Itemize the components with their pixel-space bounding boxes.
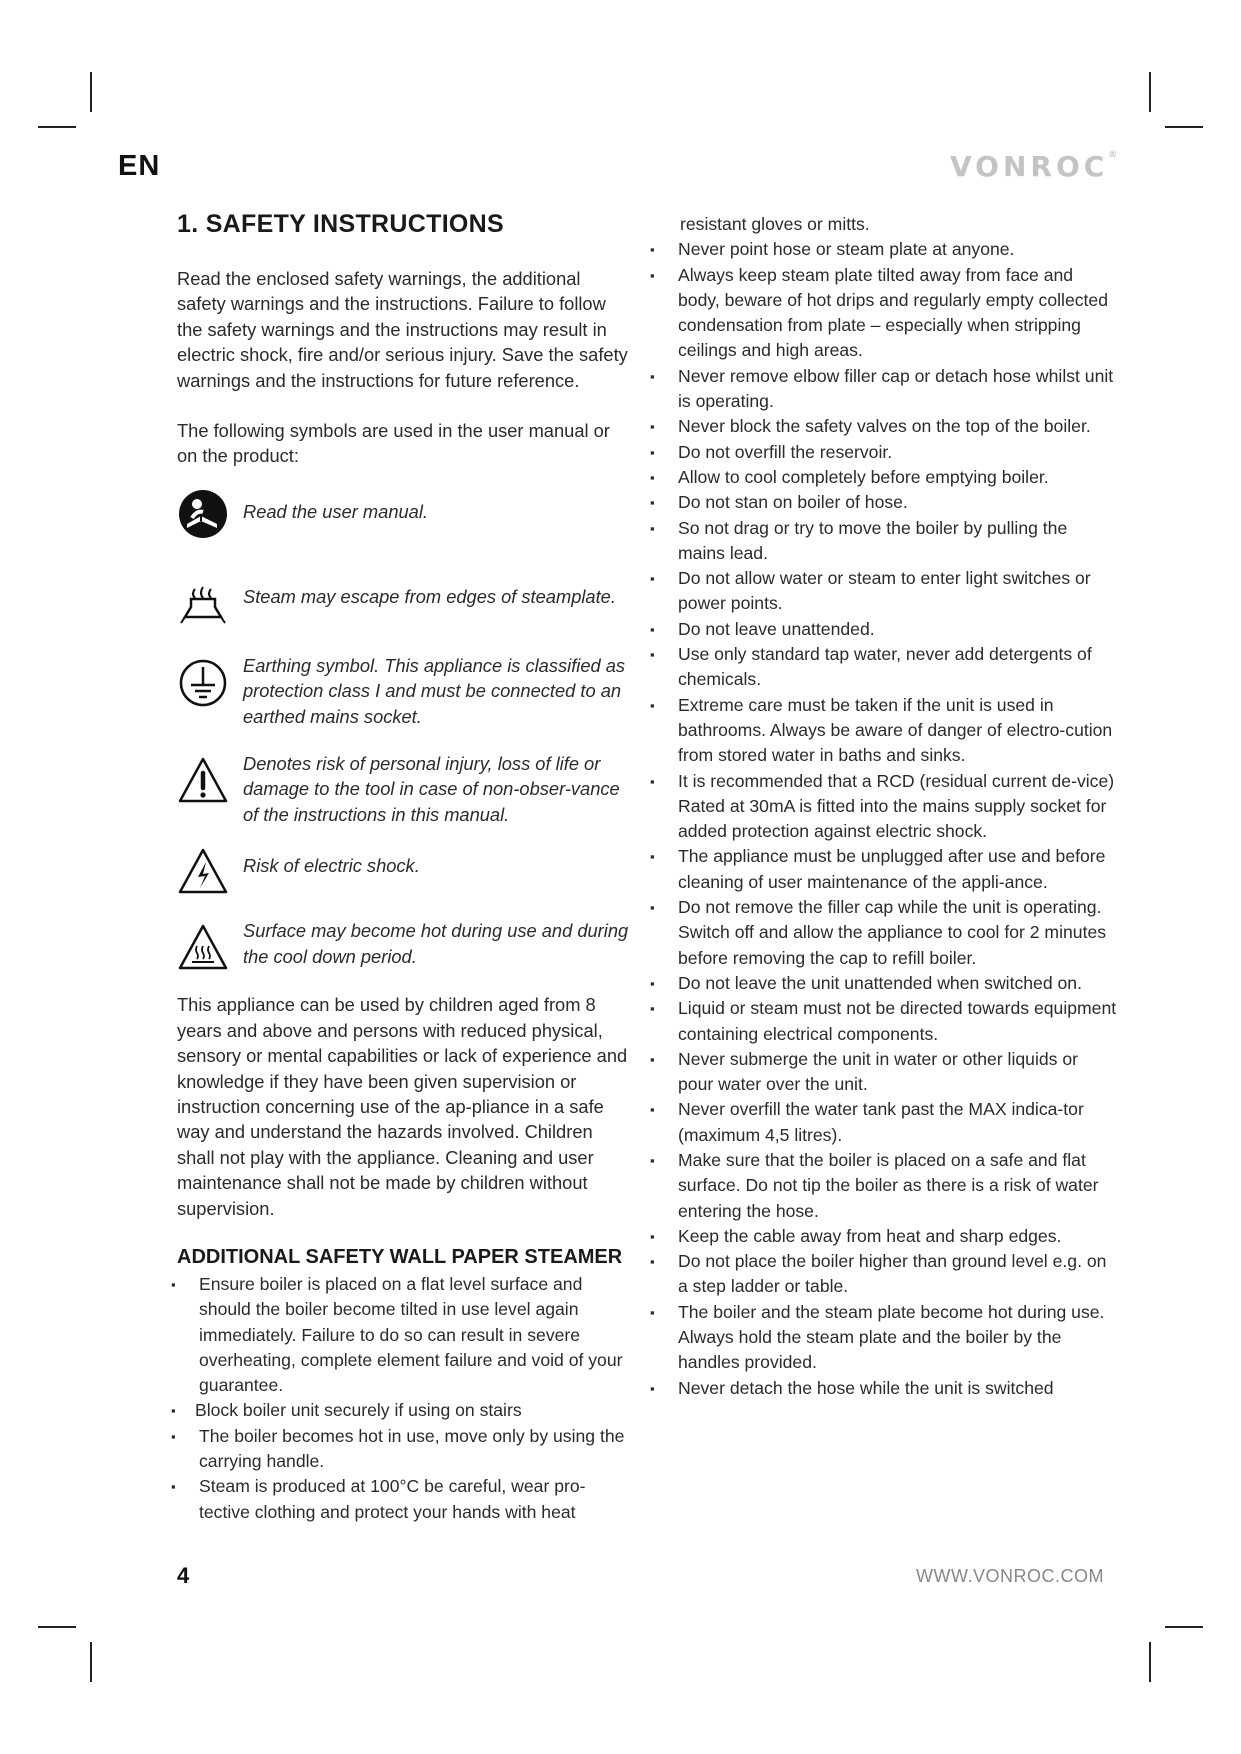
list-item: ▪ Never submerge the unit in water or other liquids or pour water over the unit. xyxy=(648,1047,1118,1098)
list-item: ▪ Keep the cable away from heat and sharp edges. xyxy=(648,1224,1118,1249)
symbol-row xyxy=(177,491,632,540)
list-item: ▪ Do not remove the filler cap while the unit is operating. Switch off and allow the appliance to cool for 2 minutes before removing the cap to refill boiler. xyxy=(648,895,1118,971)
list-item: ▪ Liquid or steam must not be directed towards equipment containing electrical components. xyxy=(648,996,1118,1047)
list-item: ▪ Never detach the hose while the unit is switched xyxy=(648,1376,1118,1401)
symbol-row xyxy=(177,918,632,974)
list-item: ▪ The boiler becomes hot in use, move only by using the carrying handle. xyxy=(169,1424,632,1475)
electric-shock-icon xyxy=(177,846,229,898)
symbol-text: Risk of electric shock. xyxy=(243,855,420,877)
list-item: ▪ The appliance must be unplugged after use and before cleaning of user maintenance of the appli-ance. xyxy=(648,844,1118,895)
brand-logo: VONROC® xyxy=(950,150,1118,183)
list-item: ▪ Never point hose or steam plate at anyone. xyxy=(648,237,1118,262)
symbol-row xyxy=(177,584,632,633)
language-code: EN xyxy=(118,150,161,182)
subheading: ADDITIONAL SAFETY WALL PAPER STEAMER xyxy=(177,1245,623,1268)
steam-escape-icon xyxy=(177,581,229,633)
section-title: 1. SAFETY INSTRUCTIONS xyxy=(177,210,505,238)
list-item: ▪ Do not leave unattended. xyxy=(648,617,1118,642)
intro-paragraph: Read the enclosed safety warnings, the additional safety warnings and the instructions. Failure to follow the safety warnings and the instructions may result in electric shock, fire and/or serious injury. Save the safety warnings and the instructions for future reference. xyxy=(177,268,628,391)
crop-mark xyxy=(1165,126,1203,128)
crop-mark xyxy=(1149,1642,1151,1682)
list-item: ▪ Never remove elbow filler cap or detach hose whilst unit is operating. xyxy=(648,364,1118,415)
symbol-text: Read the user manual. xyxy=(243,500,428,522)
crop-mark xyxy=(1165,1626,1203,1628)
list-item: ▪ Do not leave the unit unattended when switched on. xyxy=(648,971,1118,996)
list-item: ▪ Do not overfill the reservoir. xyxy=(648,440,1118,465)
crop-mark xyxy=(90,72,92,112)
list-item: ▪ Make sure that the boiler is placed on a safe and flat surface. Do not tip the boiler as there is a risk of water entering the hose. xyxy=(648,1148,1118,1224)
list-item: ▪ Never overfill the water tank past the MAX indica-tor (maximum 4,5 litres). xyxy=(648,1097,1118,1148)
page-number: 4 xyxy=(177,1563,190,1588)
symbol-text: Steam may escape from edges of steamplate. xyxy=(243,585,616,607)
symbol-row xyxy=(177,849,632,898)
list-item: ▪ Steam is produced at 100°C be careful, wear pro-tective clothing and protect your hands with heat xyxy=(169,1474,632,1525)
earthing-icon xyxy=(177,657,229,709)
crop-mark xyxy=(38,126,76,128)
crop-mark xyxy=(1149,72,1151,112)
bullet-list xyxy=(169,1272,632,1525)
children-paragraph: This appliance can be used by children aged from 8 years and above and persons with reduced physical, sensory or mental capabilities or lack of experience and knowledge if they have been given supervision or instruction concerning use of the ap-pliance in a safe way and understand the hazards involved. Children shall not play with the appliance. Cleaning and user maintenance shall not be made by children without supervision. xyxy=(177,994,628,1219)
list-item: ▪ So not drag or try to move the boiler by pulling the mains lead. xyxy=(648,516,1118,567)
bullet-list xyxy=(648,237,1118,1401)
list-item: ▪ Ensure boiler is placed on a flat level surface and should the boiler become tilted in use level again immediately. Failure to do so can result in severe overheating, complete element failure and void of your guarantee. xyxy=(169,1272,632,1398)
right-column xyxy=(648,212,1118,1401)
read-manual-icon xyxy=(177,488,229,540)
list-item: ▪ Do not allow water or steam to enter light switches or power points. xyxy=(648,566,1118,617)
list-item: ▪ Block boiler unit securely if using on stairs xyxy=(169,1398,632,1423)
symbols-intro: The following symbols are used in the user manual or on the product: xyxy=(177,420,610,467)
list-item: ▪ Allow to cool completely before emptying boiler. xyxy=(648,465,1118,490)
list-item: ▪ Always keep steam plate tilted away from face and body, beware of hot drips and regularly empty collected condensation from plate – especially when stripping ceilings and high areas. xyxy=(648,263,1118,364)
footer-url: WWW.VONROC.COM xyxy=(916,1566,1104,1586)
symbol-text: Earthing symbol. This appliance is classified as protection class I and must be connected to an earthed mains socket. xyxy=(243,654,626,727)
warning-icon xyxy=(177,755,229,807)
left-column xyxy=(177,210,632,1525)
list-item: ▪ Do not place the boiler higher than ground level e.g. on a step ladder or table. xyxy=(648,1249,1118,1300)
symbol-text: Surface may become hot during use and during the cool down period. xyxy=(243,920,629,967)
crop-mark xyxy=(38,1626,76,1628)
list-item: ▪ Never block the safety valves on the top of the boiler. xyxy=(648,414,1118,439)
symbol-row xyxy=(177,653,632,729)
list-item: ▪ It is recommended that a RCD (residual current de-vice) Rated at 30mA is fitted into the mains supply socket for added protection against electric shock. xyxy=(648,769,1118,845)
list-item: ▪ The boiler and the steam plate become hot during use. Always hold the steam plate and the boiler by the handles provided. xyxy=(648,1300,1118,1376)
hot-surface-icon xyxy=(177,922,229,974)
continued-text: resistant gloves or mitts. xyxy=(680,214,870,234)
list-item: ▪ Do not stan on boiler of hose. xyxy=(648,490,1118,515)
crop-mark xyxy=(90,1642,92,1682)
list-item: ▪ Use only standard tap water, never add detergents of chemicals. xyxy=(648,642,1118,693)
symbol-row xyxy=(177,751,632,827)
symbol-text: Denotes risk of personal injury, loss of life or damage to the tool in case of non-obser-vance of the instructions in this manual. xyxy=(243,753,620,825)
list-item: ▪ Extreme care must be taken if the unit is used in bathrooms. Always be aware of danger of electro-cution from stored water in baths and sinks. xyxy=(648,693,1118,769)
